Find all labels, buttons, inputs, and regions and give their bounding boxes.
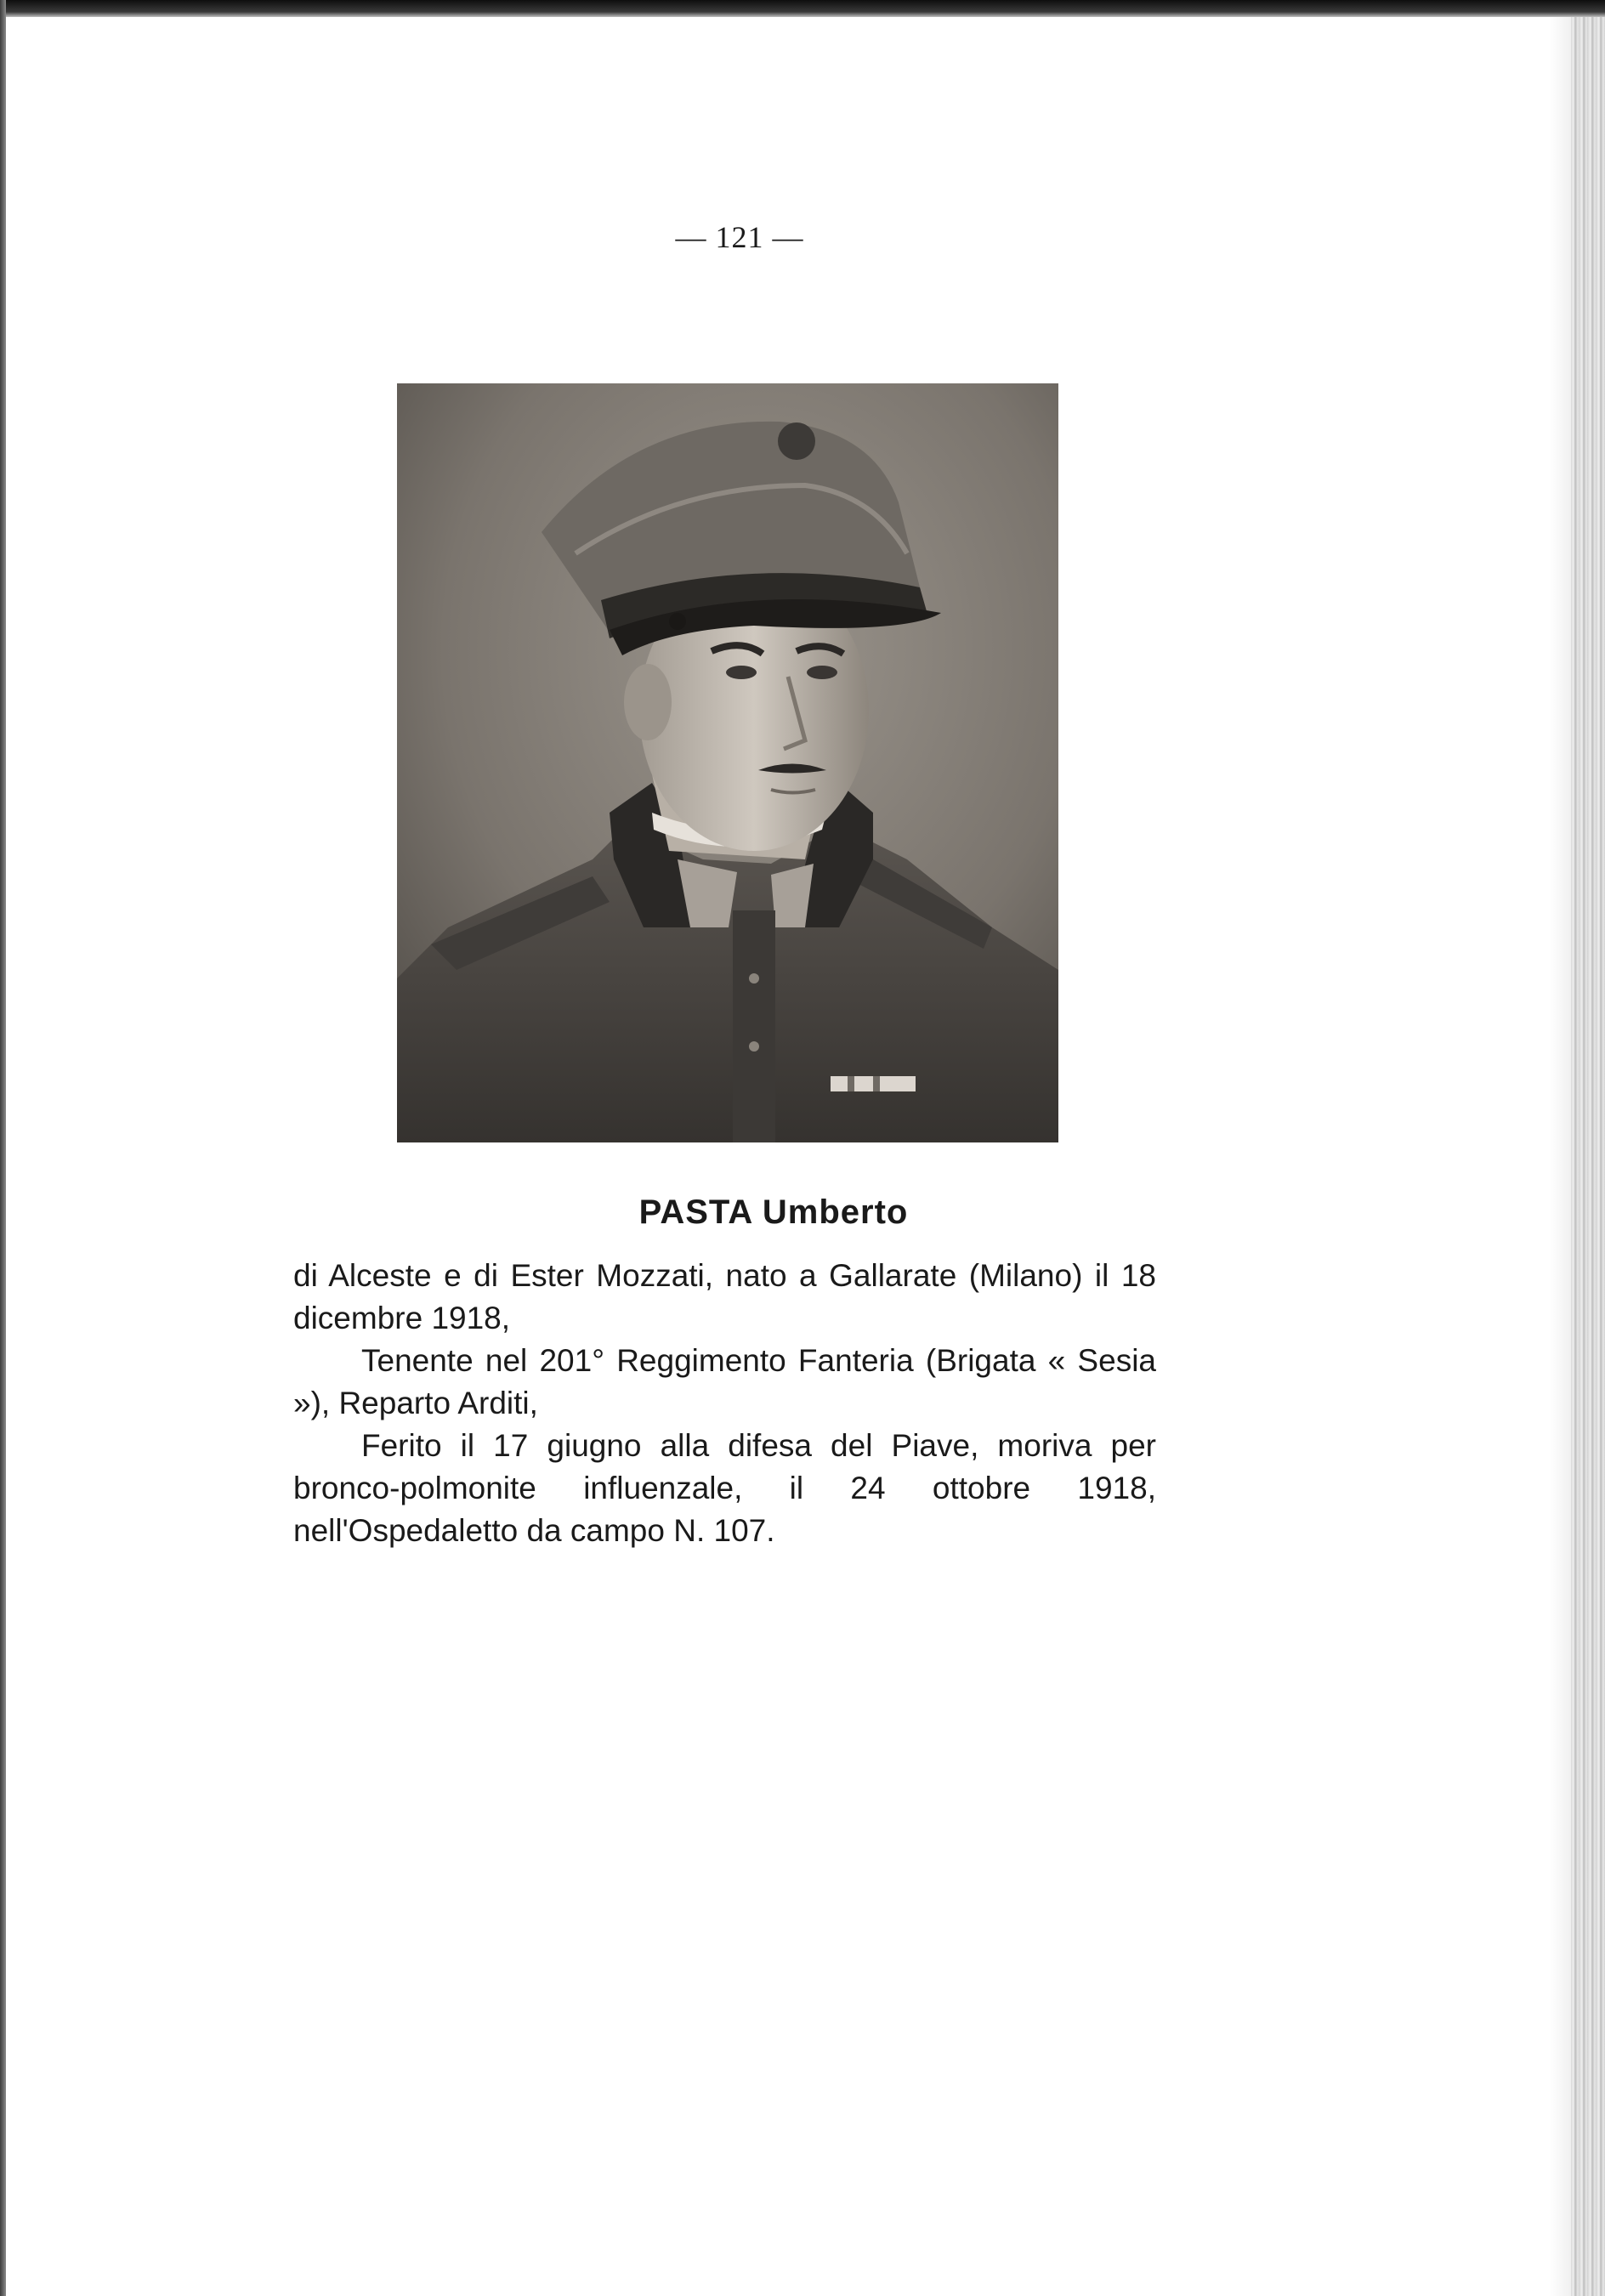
bio-paragraph-birth: di Alceste e di Ester Mozzati, nato a Gallarate (Milano) il 18 dicembre 1918, xyxy=(293,1258,1156,1335)
page-number: — 121 — xyxy=(675,220,804,254)
portrait-photo xyxy=(397,383,1058,1142)
scan-left-edge xyxy=(0,0,6,2296)
biography xyxy=(293,1255,1156,1552)
book-page-edges xyxy=(1571,17,1605,2296)
bio-paragraph-rank: Tenente nel 201° Reggimento Fanteria (Brigata « Sesia »), Reparto Arditi, xyxy=(293,1343,1156,1420)
entry-name: PASTA Umberto xyxy=(638,1193,909,1231)
portrait-photo-icon xyxy=(397,383,1058,1142)
scan-top-edge xyxy=(0,0,1605,17)
bio-paragraph-death: Ferito il 17 giugno alla difesa del Piave, moriva per bronco-polmonite influenzale, il 24 ottobre 1918, nell'Ospedaletto da campo N. 107. xyxy=(293,1428,1156,1548)
page-gutter-shadow xyxy=(1549,17,1571,2296)
